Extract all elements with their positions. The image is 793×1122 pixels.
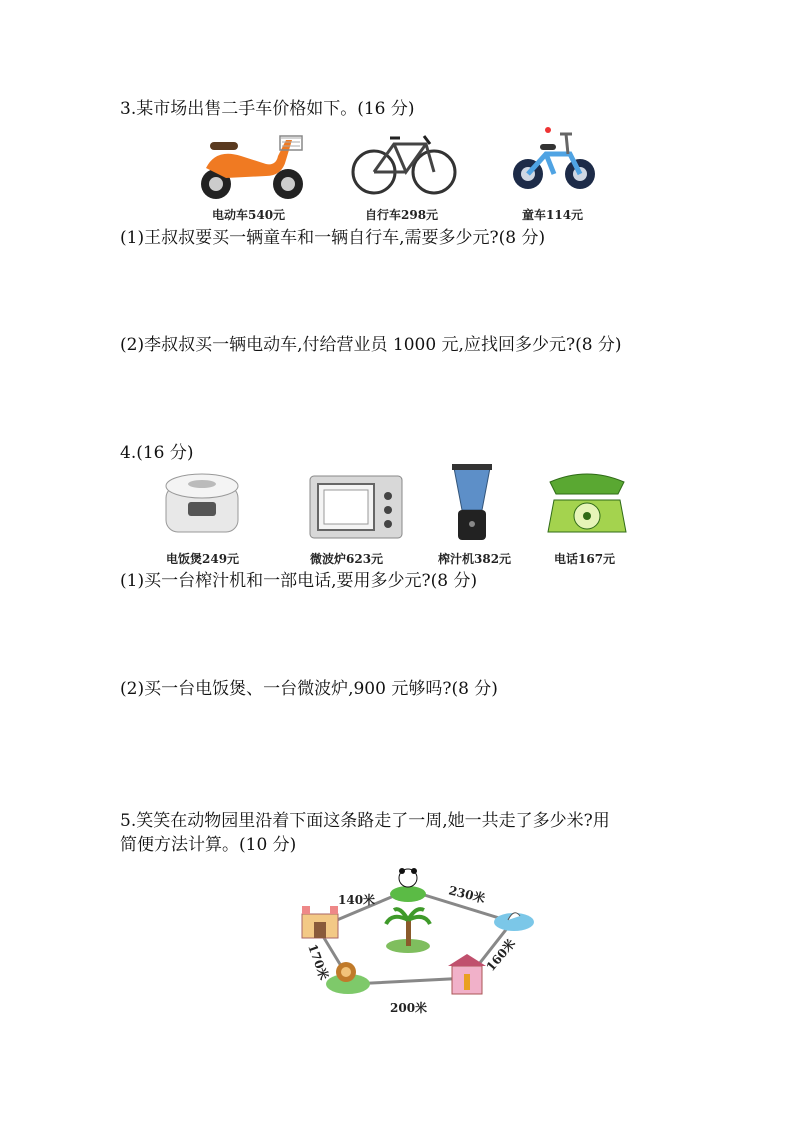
q4-caption-microwave: 微波炉623元: [310, 552, 384, 566]
q4-caption-telephone: 电话167元: [554, 552, 616, 566]
electric-scooter-icon: [196, 126, 308, 204]
q3-title: 3.某市场出售二手车价格如下。(16 分): [120, 99, 415, 119]
q4-title: 4.(16 分): [120, 443, 194, 463]
lion-icon: [326, 962, 370, 994]
rice-cooker-icon: [162, 468, 242, 538]
q3-caption-scooter: 电动车540元: [212, 208, 286, 222]
q4-sub1: (1)买一台榨汁机和一部电话,要用多少元?(8 分): [120, 571, 478, 591]
kids-bike-icon: [510, 124, 598, 194]
q5-title-line2: 简便方法计算。(10 分): [120, 835, 297, 855]
castle-gate-icon: [302, 906, 338, 938]
zoo-path-diagram: [296, 858, 546, 1018]
telephone-icon: [544, 470, 630, 538]
distance-label-170: 170米: [305, 942, 332, 982]
q5-title-line1: 5.笑笑在动物园里沿着下面这条路走了一周,她一共走了多少米?用: [120, 811, 610, 831]
q4-sub2: (2)买一台电饭煲、一台微波炉,900 元够吗?(8 分): [120, 679, 498, 699]
q3-caption-kidsbike: 童车114元: [522, 208, 584, 222]
juicer-icon: [448, 464, 496, 544]
distance-label-200: 200米: [390, 1001, 428, 1015]
distance-label-230: 230米: [447, 883, 487, 906]
bicycle-icon: [350, 130, 458, 196]
q3-sub2: (2)李叔叔买一辆电动车,付给营业员 1000 元,应找回多少元?(8 分): [120, 335, 622, 355]
panda-icon: [390, 868, 426, 902]
palm-tree-icon: [386, 909, 430, 953]
distance-label-160: 160米: [483, 936, 519, 974]
distance-label-140: 140米: [338, 893, 376, 907]
q3-sub1: (1)王叔叔要买一辆童车和一辆自行车,需要多少元?(8 分): [120, 228, 546, 248]
q4-caption-juicer: 榨汁机382元: [438, 552, 512, 566]
swan-icon: [494, 913, 534, 931]
microwave-icon: [308, 472, 404, 542]
q4-caption-ricecooker: 电饭煲249元: [166, 552, 240, 566]
q3-caption-bicycle: 自行车298元: [365, 208, 439, 222]
